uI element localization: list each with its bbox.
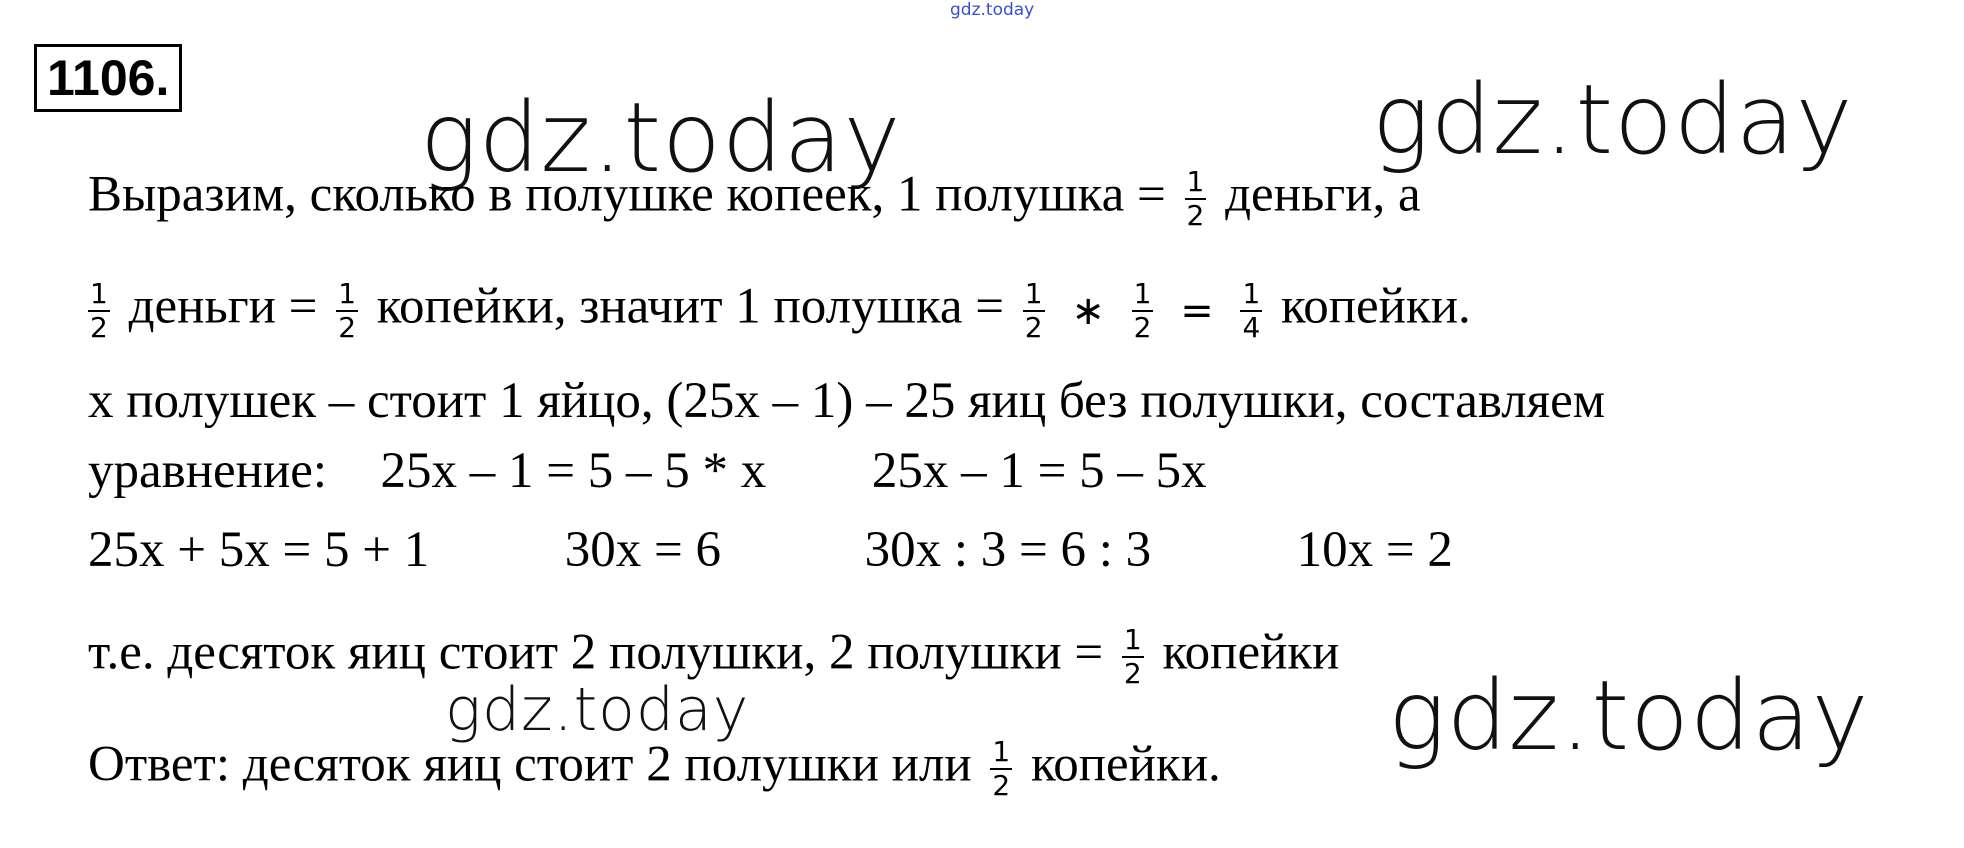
denominator: 2 [1123, 657, 1142, 690]
watermark-top: gdz.today [950, 0, 1035, 20]
numerator: 1 [992, 735, 1011, 768]
fraction [1122, 623, 1144, 690]
denominator: 2 [1133, 311, 1152, 344]
denominator: 4 [1242, 311, 1261, 344]
text: Ответ: десяток яиц стоит 2 полушки или [88, 736, 972, 793]
solution-line-6 [88, 623, 1340, 690]
equation: 25x – 1 = 5 – 5 * x [380, 443, 767, 499]
text: копейки. [1031, 736, 1221, 793]
fraction [990, 735, 1012, 802]
equation: 25x + 5x = 5 + 1 [88, 522, 430, 578]
watermark: gdz.today [1372, 64, 1854, 176]
solution-line-3: x полушек – стоит 1 яйцо, (25x – 1) – 25 яиц без полушки, составляем [88, 373, 1606, 429]
numerator: 1 [338, 277, 357, 310]
fraction [1185, 165, 1207, 232]
text: Выразим, сколько в полушке копеек, 1 полушка = [88, 166, 1166, 223]
numerator: 1 [1133, 277, 1152, 310]
equation: 30x : 3 = 6 : 3 [864, 522, 1152, 578]
denominator: 2 [90, 311, 108, 344]
numerator: 1 [1186, 165, 1205, 198]
fraction [1240, 277, 1262, 344]
fraction [88, 277, 110, 344]
watermark: gdz.today [445, 675, 750, 745]
text: копейки, значит 1 полушка = [376, 278, 1005, 335]
multiply-sign: ∗ [1071, 288, 1105, 334]
text: деньги, а [1225, 166, 1421, 223]
numerator: 1 [1242, 277, 1261, 310]
fraction [1132, 277, 1154, 344]
text: копейки. [1281, 278, 1471, 335]
text: деньги = [128, 278, 318, 335]
equation: 10x = 2 [1296, 522, 1453, 578]
solution-line-2 [88, 277, 1471, 344]
denominator: 2 [1186, 199, 1205, 232]
numerator: 1 [1123, 623, 1142, 656]
numerator: 1 [1024, 277, 1043, 310]
solution-line-1 [88, 165, 1421, 232]
numerator: 1 [90, 277, 108, 310]
text: копейки [1162, 624, 1340, 681]
task-number-box [34, 44, 182, 112]
fraction [1023, 277, 1045, 344]
answer-line [88, 735, 1221, 802]
text: уравнение: [88, 443, 328, 499]
watermark: gdz.today [1388, 660, 1870, 772]
denominator: 2 [338, 311, 357, 344]
fraction [336, 277, 358, 344]
task-number: 1106. [47, 50, 170, 106]
equals-sign: = [1180, 288, 1214, 334]
solution-line-5 [88, 522, 1453, 578]
denominator: 2 [992, 769, 1011, 802]
denominator: 2 [1024, 311, 1043, 344]
watermark: gdz.today [420, 82, 902, 194]
text: т.е. десяток яиц стоит 2 полушки, 2 полушки = [88, 624, 1104, 681]
equation: 25x – 1 = 5 – 5x [871, 443, 1207, 499]
equation: 30x = 6 [564, 522, 722, 578]
solution-line-4 [88, 443, 1207, 499]
